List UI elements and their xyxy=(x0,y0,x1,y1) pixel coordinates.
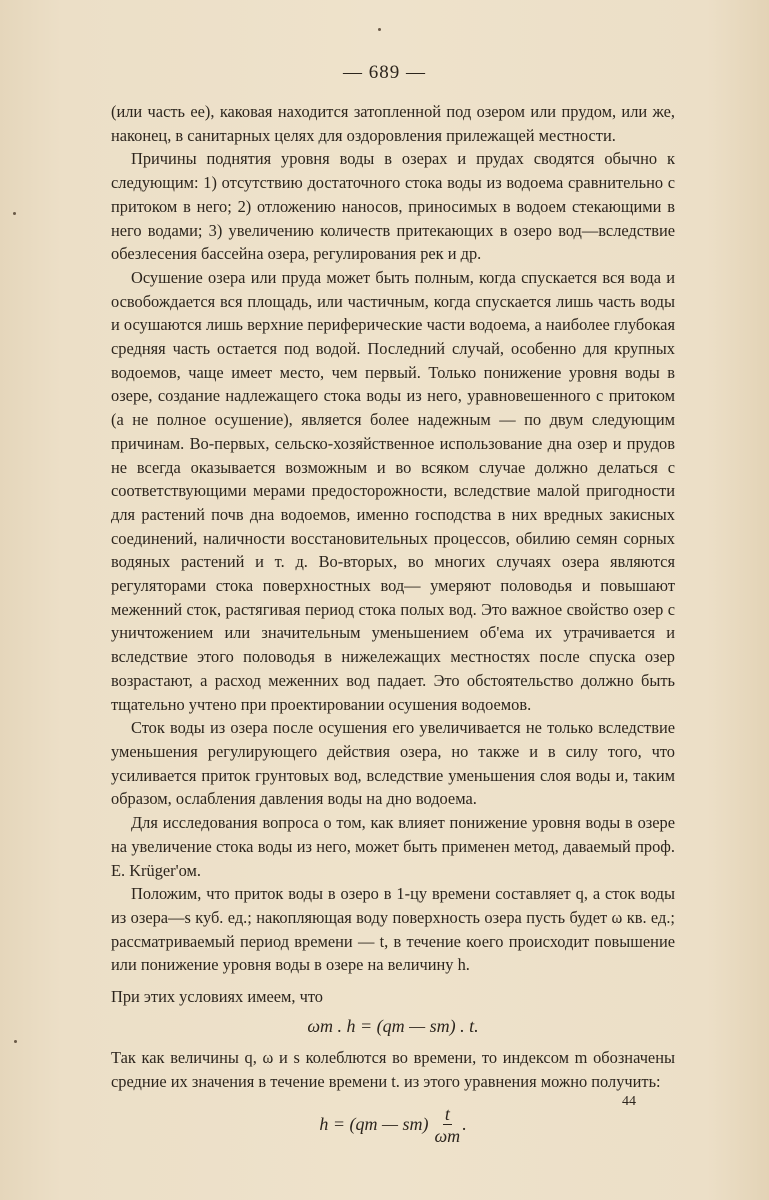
page-number: — 689 — xyxy=(343,62,426,83)
fraction-denominator: ωm xyxy=(434,1125,461,1146)
ink-speck xyxy=(13,212,16,215)
equation-left: h = (qm — sm) xyxy=(319,1114,429,1135)
fraction-numerator: t xyxy=(444,1103,450,1124)
signature-mark: 44 xyxy=(622,1094,636,1109)
ink-speck xyxy=(378,28,381,31)
equation-level-change xyxy=(111,1104,675,1147)
equation-balance: ωm . h = (qm — sm) . t. xyxy=(307,1015,479,1036)
paragraph-assumptions: Положим, что приток воды в озеро в 1-цу времени составляет q, а сток воды из озера—s куб. ед.; накопляющая воду поверхность озера пусть будет ω кв. ед.; рассматриваемый период времени — t, в течение коего происходит повышение или понижение уровня воды в озере на величину h. xyxy=(111,884,675,975)
paragraph-continuation: (или часть ее), каковая находится затопленной под озером или прудом, или же, наконец, в санитарных целях для оздоровления прилежащей местности. xyxy=(111,102,675,145)
ink-speck xyxy=(14,1040,17,1043)
paragraph-drainage: Осушение озера или пруда может быть полным, когда спускается вся вода и освобождается вся площадь, или частичным, когда спускается лишь часть воды и осушаются лишь верхние периферические части водоема, а наиболее глубокая средняя часть остается под водой. Последний случай, особенно для крупных водоемов, чаще имеет место, чем первый. Только понижение уровня воды в озере, создание надлежащего стока воды из него, уравновешенного с притоком (а не полное осушение), является более надежным — по двум следующим причинам. Во-первых, сельско-хозяйственное использование дна озер и прудов не всегда оказывается возможным и во всяком случае должно делаться с соответствующими мерами предосторожности, вследствие малой пригодности для растений почв дна водоемов, именно господства в них вредных закисных соединений, наличности восстановительных процессов, обилию семян сорных водяных растений и т. д. Во-вторых, во многих случаях озера являются регуляторами стока поверхностных вод— умеряют половодья и повышают меженний сток, растягивая период стока полых вод. Это важное свойство озер с уничтожением или значительным уменьшением об'ема их утрачивается и вследствие этого половодья в нижележащих местностях после спуска озер возрастают, а расход меженних вод падает. Это обстоятельство должно быть тщательно учтено при проектировании осушения водоемов. xyxy=(111,267,675,714)
paragraph-indices: Так как величины q, ω и s колеблются во времени, то индексом m обозначены средние их значения в течение времени t. из этого уравнения можно получить: xyxy=(111,1048,675,1092)
paragraph-runoff: Сток воды из озера после осушения его увеличивается не только вследствие уменьшения регулирующего действия озера, но также и в силу того, что усиливается приток грунтовых вод, вследствие уменьшения слоя воды и, таким образом, ослабления давления воды на дно водоема. xyxy=(111,718,675,809)
fraction xyxy=(432,1104,462,1147)
paragraph-method: Для исследования вопроса о том, как влияет понижение уровня воды в озере на увеличение стока воды из него, может быть применен метод, даваемый проф. E. Krüger'ом. xyxy=(111,813,675,880)
equation-tail: . xyxy=(462,1114,467,1135)
paragraph-causes: Причины поднятия уровня воды в озерах и прудах сводятся обычно к следующим: 1) отсутствию достаточного стока воды из водоема сравнительно с притоком в него; 2) отложению наносов, приносимых в водоем стекающими в него водами; 3) увеличению количеств притекающих в озеро вод—вследствие обезлесения бассейна озера, регулирования рек и др. xyxy=(111,149,675,264)
page-text xyxy=(111,100,675,1147)
paragraph-conditions: При этих условиях имеем, что xyxy=(111,987,323,1007)
